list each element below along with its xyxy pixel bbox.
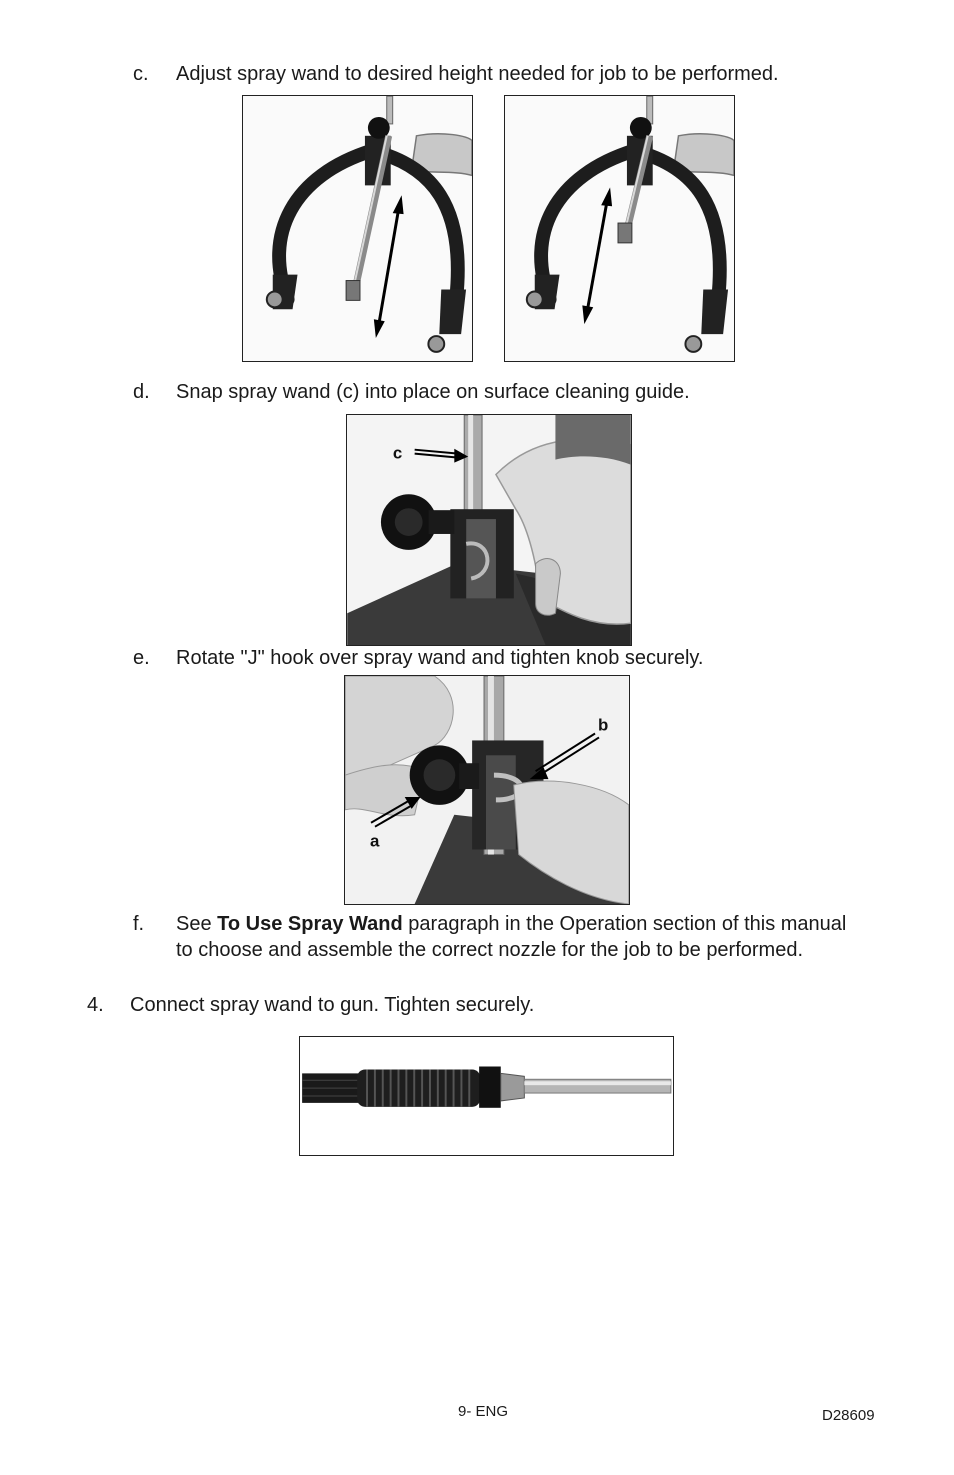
step-e-marker: e. — [133, 647, 150, 669]
surface-guide-illustration-1 — [243, 96, 472, 361]
step-d — [133, 379, 913, 405]
step-c — [133, 61, 913, 87]
photo-wand-height-high — [504, 95, 735, 362]
step-f-marker: f. — [133, 913, 145, 935]
step-e-text: Rotate "J" hook over spray wand and tighten knob securely. — [176, 647, 704, 669]
gun-connection-illustration — [300, 1037, 673, 1155]
page-number: 9- ENG — [458, 1403, 509, 1420]
photo-snap-wand — [346, 414, 632, 646]
step-f-text-bold: To Use Spray Wand — [217, 913, 403, 935]
callout-c-label: c — [392, 443, 403, 463]
step-4-text: Connect spray wand to gun. Tighten securely. — [130, 994, 535, 1016]
photo-wand-height-low — [242, 95, 473, 362]
step-f — [133, 911, 913, 991]
step-4-marker: 4. — [87, 994, 104, 1016]
j-hook-illustration — [345, 676, 629, 904]
step-d-text: Snap spray wand (c) into place on surface cleaning guide. — [176, 381, 690, 403]
callout-a-label: a — [370, 831, 380, 851]
snap-wand-illustration — [347, 415, 631, 645]
surface-guide-illustration-2 — [505, 96, 734, 361]
photo-rotate-j-hook — [344, 675, 630, 905]
step-c-marker: c. — [133, 63, 149, 85]
step-d-marker: d. — [133, 381, 150, 403]
step-f-text — [176, 911, 856, 963]
step-f-text-pre: See — [176, 913, 218, 935]
step-4 — [87, 992, 913, 1018]
step-c-text: Adjust spray wand to desired height needed for job to be performed. — [176, 63, 779, 85]
photo-connect-wand-gun — [299, 1036, 674, 1156]
step-e — [133, 645, 913, 671]
callout-b-label: b — [598, 715, 609, 735]
step-f-text-post: paragraph in the Operation section of this manual to choose and assemble the correct nozzle for the job to be performed. — [176, 913, 847, 961]
document-code: D28609 — [822, 1407, 875, 1424]
